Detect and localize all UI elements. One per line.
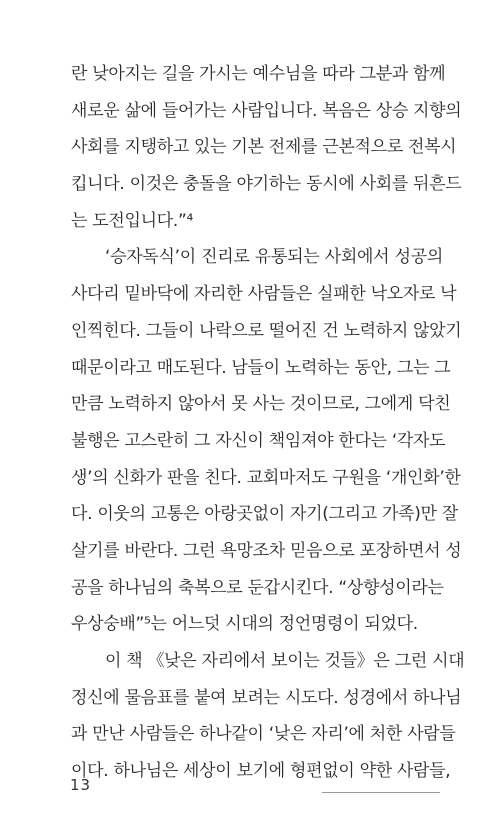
body-text: [71, 56, 465, 790]
text-line: 란 낮아지는 길을 가시는 예수님을 따라 그분과 함께: [71, 64, 446, 84]
text-line: 불행은 고스란히 그 자신이 책임져야 한다는 ‘각자도: [71, 430, 446, 451]
text-line: 사다리 밑바닥에 자리한 사람들은 실패한 낙오자로 낙: [71, 284, 457, 305]
page-number: 13: [70, 776, 92, 794]
text-line: 공을 하나님의 축복으로 둔갑시킨다. “상향성이라는: [71, 577, 444, 598]
text-line: 인찍힌다. 그들이 나락으로 떨어진 건 노력하지 않았기: [71, 320, 462, 341]
text-line: ‘승자독식’이 진리로 유통되는 사회에서 성공의: [105, 247, 443, 268]
text-line: 이다. 하나님은 세상이 보기에 형편없이 약한 사람들,: [71, 761, 451, 782]
text-line: 때문이라고 매도된다. 남들이 노력하는 동안, 그는 그: [71, 357, 451, 378]
text-line: 이 책 《낮은 자리에서 보이는 것들》은 그런 시대: [105, 651, 465, 671]
text-line: 살기를 바란다. 그런 욕망조차 믿음으로 포장하면서 성: [71, 540, 462, 561]
text-line: 는 도전입니다.”⁴: [71, 210, 193, 231]
text-line: 다. 이웃의 고통은 아랑곳없이 자기(그리고 가족)만 잘: [71, 504, 458, 525]
text-line: 우상숭배”⁵는 어느덧 시대의 정언명령이 되었다.: [71, 614, 418, 635]
text-line: 새로운 삶에 들어가는 사람입니다. 복음은 상승 지향의: [71, 100, 462, 121]
text-line: 킵니다. 이것은 충돌을 야기하는 동시에 사회를 뒤흔드: [71, 174, 462, 195]
text-line: 과 만난 사람들은 하나같이 ‘낮은 자리’에 처한 사람들: [71, 724, 456, 745]
text-line: 만큼 노력하지 않아서 못 사는 것이므로, 그에게 닥친: [71, 394, 451, 415]
text-line: 생’의 신화가 판을 친다. 교회마저도 구원을 ‘개인화’한: [71, 467, 461, 488]
text-line: 정신에 물음표를 붙여 보려는 시도다. 성경에서 하나님: [71, 687, 462, 708]
text-line: 사회를 지탱하고 있는 기본 전제를 근본적으로 전복시: [71, 137, 457, 158]
footer-rule: [322, 792, 440, 793]
